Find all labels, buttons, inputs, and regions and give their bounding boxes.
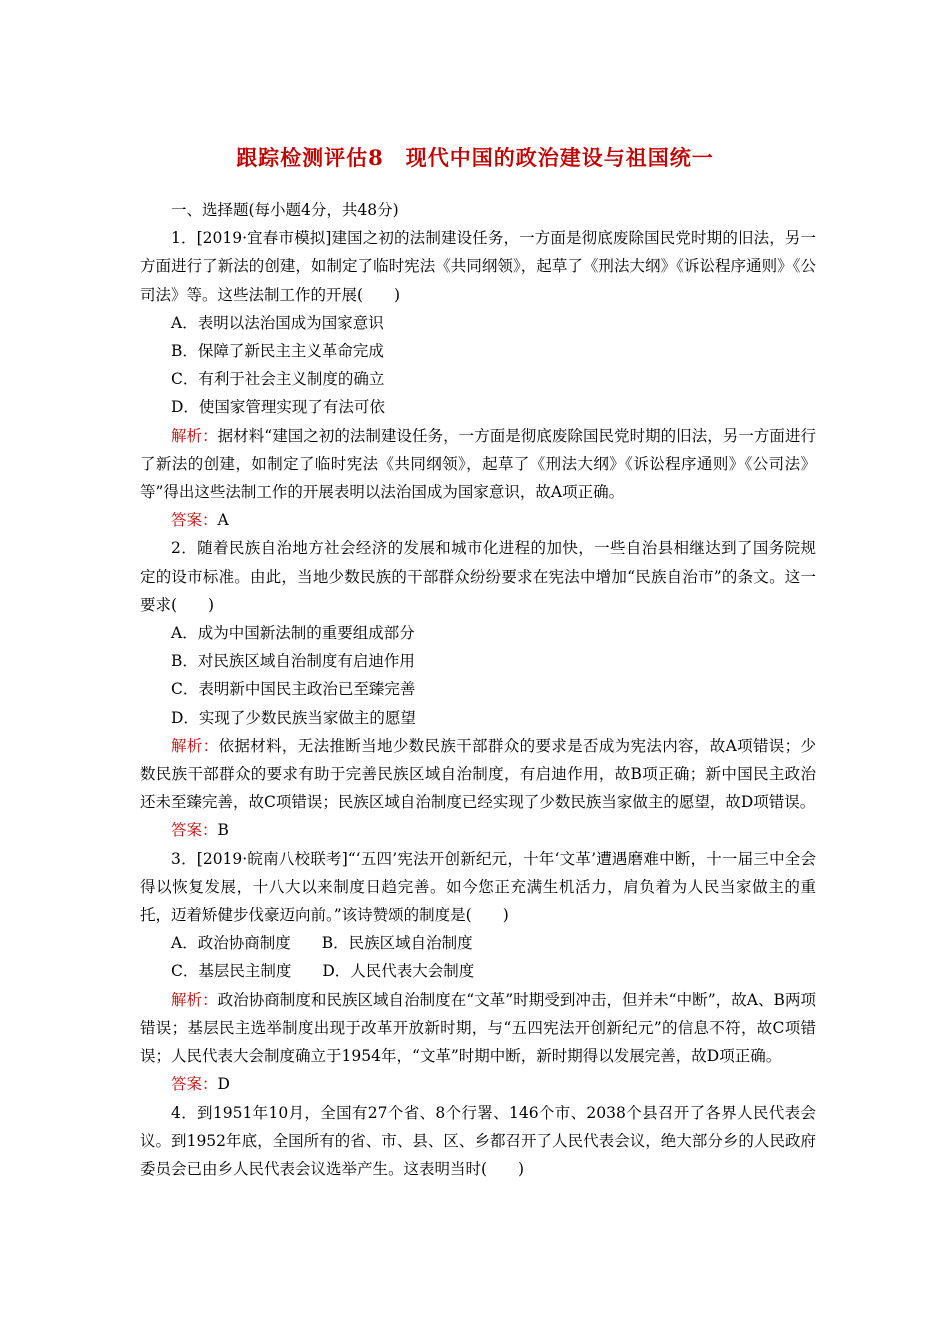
option-row-ab: A．政治协商制度 B．民族区域自治制度 [171,934,473,953]
analysis-paragraph [140,732,816,817]
question-stem: 3．[2019·皖南八校联考]“‘五四’宪法开创新纪元，十年‘文革’遭遇磨难中断，十一届三中全会得以恢复发展，十八大以来制度日趋完善。如今您正充满生机活力，肩负着为人民当家做主的重托，迈着矫健步伐豪迈向前。”该诗赞颂的制度是( ) [140,849,816,925]
answer-line [140,1070,816,1098]
option-b: B．对民族区域自治制度有启迪作用 [171,652,415,671]
document-body [140,196,816,1183]
analysis-label: 解析： [171,736,219,755]
analysis-label: 解析： [171,426,218,445]
analysis-text: 依据材料，无法推断当地少数民族干部群众的要求是否成为宪法内容，故A项错误；少数民族干部群众的要求有助于完善民族区域自治制度，有启迪作用，故B项正确；新中国民主政治还未至臻完善，故C项错误；民族区域自治制度已经实现了少数民族当家做主的愿望，故D项错误。 [140,736,816,812]
question-4 [140,1099,816,1184]
option-b: B．保障了新民主主义革命完成 [171,342,384,361]
analysis-label: 解析： [171,990,218,1009]
page-title: 跟踪检测评估8 现代中国的政治建设与祖国统一 [236,145,714,170]
analysis-text: 政治协商制度和民族区域自治制度在“文革”时期受到冲击，但并未“中断”，故A、B两项错误；基层民主选举制度出现于改革开放新时期，与“五四宪法开创新纪元”的信息不符，故C项错误；人民代表大会制度确立于1954年，“文革”时期中断，新时期得以发展完善，故D项正确。 [140,990,816,1066]
option-d: D．使国家管理实现了有法可依 [171,398,385,417]
answer-value: A [217,511,229,530]
question-3 [140,845,816,1099]
question-stem: 2．随着民族自治地方社会经济的发展和城市化进程的加快，一些自治县相继达到了国务院规定的设市标准。由此，当地少数民族的干部群众纷纷要求在宪法中增加“民族自治市”的条文。这一要求( ) [140,539,816,614]
answer-label: 答案： [171,821,218,840]
question-stem: 1．[2019·宜春市模拟]建国之初的法制建设任务，一方面是彻底废除国民党时期的旧法，另一方面进行了新法的创建，如制定了临时宪法《共同纲领》，起草了《刑法大纲》《诉讼程序通则》《公司法》等。这些法制工作的开展( ) [140,229,816,304]
option-c: C．有利于社会主义制度的确立 [171,370,385,389]
option-a: A．表明以法治国成为国家意识 [171,313,384,332]
answer-value: D [217,1075,230,1094]
question-1 [140,224,816,534]
section-heading: 一、选择题(每小题4分，共48分) [171,201,399,219]
option-row-cd: C．基层民主制度 D．人民代表大会制度 [171,962,475,981]
analysis-paragraph [140,422,816,507]
analysis-text: 据材料“建国之初的法制建设任务，一方面是彻底废除国民党时期的旧法，另一方面进行了新法的创建，如制定了临时宪法《共同纲领》，起草了《刑法大纲》《诉讼程序通则》《公司法》等”得出这些法制工作的开展表明以法治国成为国家意识，故A项正确。 [140,426,816,502]
analysis-paragraph [140,986,816,1071]
answer-line [140,506,816,534]
option-d: D．实现了少数民族当家做主的愿望 [171,708,416,727]
answer-label: 答案： [171,511,218,530]
answer-value: B [217,821,229,840]
option-c: C．表明新中国民主政治已至臻完善 [171,680,416,699]
question-2 [140,534,816,844]
question-stem: 4．到1951年10月，全国有27个省、8个行署、146个市、2038个县召开了各界人民代表会议。到1952年底，全国所有的省、市、县、区、乡都召开了人民代表会议，绝大部分乡的人民政府委员会已由乡人民代表会议选举产生。这表明当时( ) [140,1103,816,1178]
answer-label: 答案： [171,1075,218,1094]
option-a: A．成为中国新法制的重要组成部分 [171,624,415,643]
answer-line [140,816,816,844]
